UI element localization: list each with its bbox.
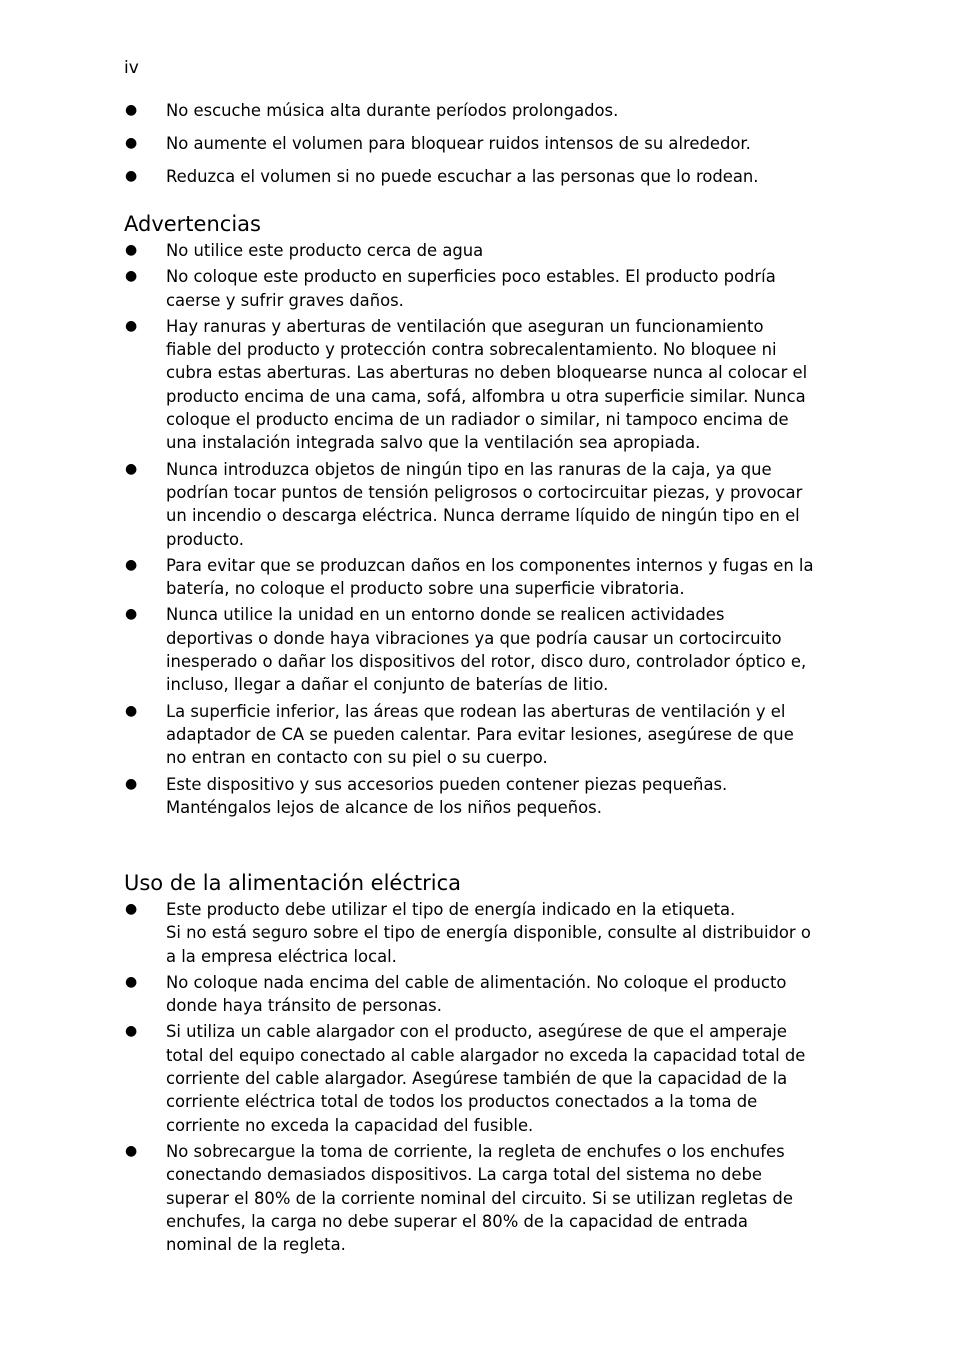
list-item (124, 1020, 814, 1136)
safety-list-volume (124, 99, 814, 188)
list-item (124, 898, 814, 968)
list-item-text: Hay ranuras y aberturas de ventilación que aseguran un funcionamiento fiable del producto y protección contra sobrecalentamiento. No bloquee ni cubra estas aberturas. Las aberturas no deben bloquearse nunca al colocar el producto encima de una cama, sofá, alfombra u otra superficie similar. Nunca coloque el producto encima de un radiador o similar, ni tampoco encima de una instalación integrada salvo que la ventilación sea apropiada. (166, 316, 808, 453)
list-item-text: Para evitar que se produzcan daños en los componentes internos y fugas en la batería, no coloque el producto sobre una superficie vibratoria. (166, 555, 814, 599)
page-number: iv (124, 58, 139, 78)
list-item-text: No sobrecargue la toma de corriente, la regleta de enchufes o los enchufes conectando demasiados dispositivos. La carga total del sistema no debe superar el 80% de la corriente nominal del circuito. Si se utilizan regletas de enchufes, la carga no debe superar el 80% de la capacidad de entrada nominal de la regleta. (166, 1141, 793, 1255)
list-item-text: Nunca utilice la unidad en un entorno donde se realicen actividades deportivas o donde haya vibraciones ya que podría causar un cortocircuito inesperado o dañar los dispositivos del rotor, disco duro, controlador óptico e, incluso, llegar a dañar el conjunto de baterías de litio. (166, 605, 807, 695)
top-list-block (124, 99, 814, 197)
list-item-text: No coloque nada encima del cable de alimentación. No coloque el producto donde haya tránsito de personas. (166, 972, 787, 1016)
bullet-icon: ● (125, 1023, 138, 1040)
list-item (124, 773, 814, 820)
bullet-icon: ● (125, 901, 138, 917)
bullet-icon: ● (125, 268, 138, 285)
list-item-text: Este producto debe utilizar el tipo de energía indicado en la etiqueta. Si no está seguro sobre el tipo de energía disponible, consulte al distribuidor o a la empresa eléctrica local. (166, 900, 811, 966)
bullet-icon: ● (125, 102, 138, 118)
list-item-text: No escuche música alta durante períodos prolongados. (166, 101, 619, 120)
list-item (124, 315, 814, 455)
bullet-icon: ● (125, 167, 138, 184)
section-title-advertencias: Advertencias (124, 212, 261, 236)
list-item-text: Si utiliza un cable alargador con el producto, asegúrese de que el amperaje total del equipo conectado al cable alargador no exceda la capacidad total de corriente del cable alargador. Asegúrese también de que la capacidad de la corriente eléctrica total de todos los productos conectados a la toma de corriente no exceda la capacidad del fusible. (166, 1022, 806, 1135)
bullet-icon: ● (125, 242, 138, 258)
section-title-alimentacion: Uso de la alimentación eléctrica (124, 871, 462, 895)
bullet-icon: ● (125, 556, 138, 573)
section-advertencias (124, 211, 814, 822)
bullet-icon: ● (125, 134, 138, 151)
bullet-icon: ● (125, 1142, 138, 1159)
alimentacion-list (124, 898, 814, 1256)
bullet-icon: ● (125, 973, 138, 990)
list-item (124, 132, 814, 155)
bullet-icon: ● (125, 606, 138, 623)
bullet-icon: ● (125, 702, 138, 719)
bullet-icon: ● (125, 775, 138, 792)
list-item (124, 700, 814, 770)
list-item-text: No coloque este producto en superficies poco estables. El producto podría caerse y sufrir graves daños. (166, 267, 776, 310)
advertencias-list (124, 239, 814, 819)
list-item-text: No aumente el volumen para bloquear ruidos intensos de su alrededor. (166, 133, 751, 153)
list-item (124, 239, 814, 262)
bullet-icon: ● (125, 317, 138, 334)
list-item (124, 554, 814, 601)
list-item-text: Reduzca el volumen si no puede escuchar a las personas que lo rodean. (166, 166, 759, 186)
list-item-text: La superficie inferior, las áreas que rodean las aberturas de ventilación y el adaptador de CA se pueden calentar. Para evitar lesiones, asegúrese de que no entran en contacto con su piel o su cuerpo. (166, 701, 794, 768)
list-item (124, 99, 814, 122)
list-item-text: Este dispositivo y sus accesorios pueden contener piezas pequeñas. Manténgalos lejos de alcance de los niños pequeños. (166, 774, 728, 817)
list-item-text: Nunca introduzca objetos de ningún tipo en las ranuras de la caja, ya que podrían tocar puntos de tensión peligrosos o cortocircuitar piezas, y provocar un incendio o descarga eléctrica. Nunca derrame líquido de ningún tipo en el producto. (166, 459, 803, 549)
list-item-text: No utilice este producto cerca de agua (166, 241, 484, 260)
list-item (124, 603, 814, 696)
list-item (124, 971, 814, 1018)
list-item (124, 458, 814, 551)
list-item (124, 165, 814, 188)
list-item (124, 1140, 814, 1256)
section-alimentacion (124, 870, 814, 1259)
list-item (124, 265, 814, 312)
bullet-icon: ● (125, 460, 138, 477)
